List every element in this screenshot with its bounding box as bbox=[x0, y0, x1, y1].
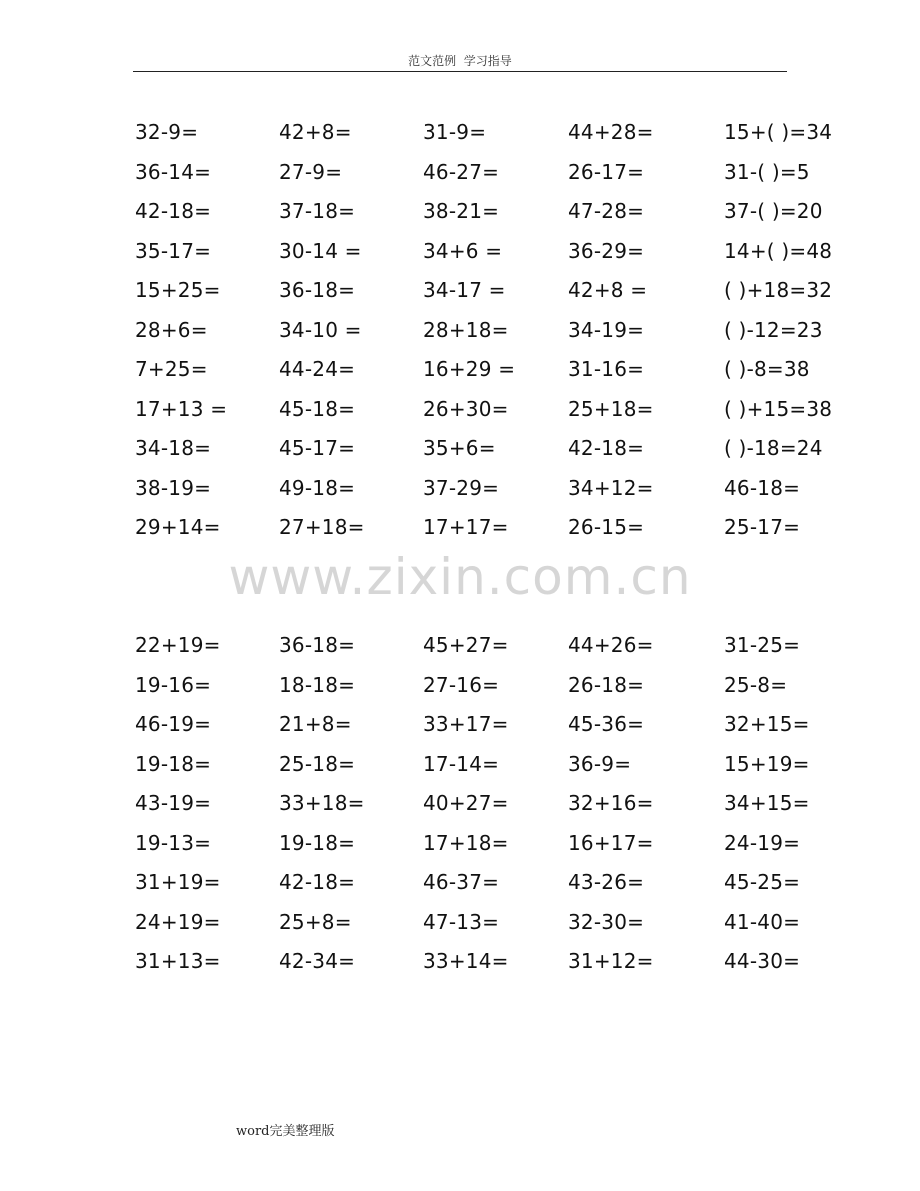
arithmetic-problem: 17+18= bbox=[423, 830, 509, 855]
arithmetic-problem: 24-19= bbox=[724, 830, 801, 855]
arithmetic-problem: 30-14 = bbox=[279, 238, 362, 263]
arithmetic-problem: 47-28= bbox=[568, 199, 645, 223]
arithmetic-problem: 36-18= bbox=[279, 278, 356, 302]
arithmetic-problem: 38-21= bbox=[423, 199, 500, 223]
problem-row bbox=[0, 706, 920, 746]
arithmetic-problem: 32-9= bbox=[135, 120, 199, 144]
arithmetic-problem: 19-16= bbox=[135, 672, 212, 697]
problem-row bbox=[0, 943, 920, 983]
arithmetic-problem: 42+8= bbox=[279, 120, 352, 144]
arithmetic-problem: 17+13 = bbox=[135, 396, 228, 421]
arithmetic-problem: 44-24= bbox=[279, 357, 356, 381]
arithmetic-problem: 14+( )=48 bbox=[724, 238, 833, 263]
problem-row bbox=[0, 430, 920, 470]
arithmetic-problem: 15+( )=34 bbox=[724, 120, 833, 144]
arithmetic-problem: 42-18= bbox=[568, 436, 645, 460]
arithmetic-problem: 42+8 = bbox=[568, 278, 648, 302]
arithmetic-problem: 31-25= bbox=[724, 633, 801, 657]
arithmetic-problem: 40+27= bbox=[423, 791, 509, 815]
problem-row bbox=[0, 391, 920, 431]
problem-row bbox=[0, 233, 920, 273]
arithmetic-problem: 45-18= bbox=[279, 396, 356, 421]
arithmetic-problem: ( )-12=23 bbox=[724, 317, 823, 342]
arithmetic-problem: 27-16= bbox=[423, 672, 500, 697]
arithmetic-problem: 43-19= bbox=[135, 791, 212, 815]
arithmetic-problem: 19-13= bbox=[135, 830, 212, 855]
arithmetic-problem: 31+12= bbox=[568, 949, 654, 973]
arithmetic-problem: 17+17= bbox=[423, 515, 509, 539]
arithmetic-problem: 16+17= bbox=[568, 830, 654, 855]
arithmetic-problem: ( )-18=24 bbox=[724, 436, 823, 460]
arithmetic-problem: 33+17= bbox=[423, 712, 509, 736]
arithmetic-problem: 19-18= bbox=[279, 830, 356, 855]
problem-block-1 bbox=[0, 114, 920, 549]
arithmetic-problem: 46-27= bbox=[423, 159, 500, 184]
page-footer: word完美整理版 bbox=[236, 1124, 335, 1139]
problem-row bbox=[0, 351, 920, 391]
arithmetic-problem: 29+14= bbox=[135, 515, 221, 539]
arithmetic-problem: 45-36= bbox=[568, 712, 645, 736]
arithmetic-problem: 25-8= bbox=[724, 672, 788, 697]
arithmetic-problem: 15+25= bbox=[135, 278, 221, 302]
problem-row bbox=[0, 509, 920, 549]
arithmetic-problem: 37-18= bbox=[279, 199, 356, 223]
arithmetic-problem: 31+19= bbox=[135, 870, 221, 894]
arithmetic-problem: 36-9= bbox=[568, 751, 632, 776]
watermark: www.zixin.com.cn bbox=[228, 548, 692, 606]
arithmetic-problem: 33+14= bbox=[423, 949, 509, 973]
problem-row bbox=[0, 746, 920, 786]
arithmetic-problem: 42-18= bbox=[135, 199, 212, 223]
arithmetic-problem: 36-18= bbox=[279, 633, 356, 657]
arithmetic-problem: 45-25= bbox=[724, 870, 801, 894]
arithmetic-problem: 25-17= bbox=[724, 515, 801, 539]
arithmetic-problem: 36-14= bbox=[135, 159, 212, 184]
arithmetic-problem: 41-40= bbox=[724, 909, 801, 934]
arithmetic-problem: 44+28= bbox=[568, 120, 654, 144]
arithmetic-problem: 25+18= bbox=[568, 396, 654, 421]
arithmetic-problem: 27+18= bbox=[279, 515, 365, 539]
arithmetic-problem: 34+6 = bbox=[423, 238, 503, 263]
arithmetic-problem: 46-37= bbox=[423, 870, 500, 894]
arithmetic-problem: 38-19= bbox=[135, 475, 212, 500]
problem-row bbox=[0, 667, 920, 707]
arithmetic-problem: 28+6= bbox=[135, 317, 208, 342]
arithmetic-problem: 33+18= bbox=[279, 791, 365, 815]
arithmetic-problem: 42-34= bbox=[279, 949, 356, 973]
problem-block-2 bbox=[0, 627, 920, 983]
arithmetic-problem: 46-19= bbox=[135, 712, 212, 736]
arithmetic-problem: 45+27= bbox=[423, 633, 509, 657]
arithmetic-problem: 34-18= bbox=[135, 436, 212, 460]
arithmetic-problem: 19-18= bbox=[135, 751, 212, 776]
arithmetic-problem: 36-29= bbox=[568, 238, 645, 263]
problem-row bbox=[0, 312, 920, 352]
arithmetic-problem: 44+26= bbox=[568, 633, 654, 657]
problem-row bbox=[0, 193, 920, 233]
arithmetic-problem: 46-18= bbox=[724, 475, 801, 500]
arithmetic-problem: ( )+18=32 bbox=[724, 278, 833, 302]
arithmetic-problem: 44-30= bbox=[724, 949, 801, 973]
arithmetic-problem: 37-29= bbox=[423, 475, 500, 500]
arithmetic-problem: 17-14= bbox=[423, 751, 500, 776]
problem-row bbox=[0, 627, 920, 667]
arithmetic-problem: 43-26= bbox=[568, 870, 645, 894]
problem-row bbox=[0, 904, 920, 944]
problem-row bbox=[0, 825, 920, 865]
arithmetic-problem: 35+6= bbox=[423, 436, 496, 460]
arithmetic-problem: 34-17 = bbox=[423, 278, 506, 302]
arithmetic-problem: 7+25= bbox=[135, 357, 208, 381]
arithmetic-problem: 26-17= bbox=[568, 159, 645, 184]
arithmetic-problem: 45-17= bbox=[279, 436, 356, 460]
arithmetic-problem: 15+19= bbox=[724, 751, 810, 776]
arithmetic-problem: 26-15= bbox=[568, 515, 645, 539]
arithmetic-problem: 25+8= bbox=[279, 909, 352, 934]
arithmetic-problem: ( )-8=38 bbox=[724, 357, 810, 381]
arithmetic-problem: 31-9= bbox=[423, 120, 487, 144]
problem-row bbox=[0, 470, 920, 510]
arithmetic-problem: 49-18= bbox=[279, 475, 356, 500]
arithmetic-problem: 32+15= bbox=[724, 712, 810, 736]
arithmetic-problem: 27-9= bbox=[279, 159, 343, 184]
problem-row bbox=[0, 864, 920, 904]
arithmetic-problem: 25-18= bbox=[279, 751, 356, 776]
header-divider bbox=[133, 71, 787, 72]
arithmetic-problem: 34-19= bbox=[568, 317, 645, 342]
problem-row bbox=[0, 785, 920, 825]
arithmetic-problem: 31-( )=5 bbox=[724, 159, 810, 184]
arithmetic-problem: 16+29 = bbox=[423, 357, 516, 381]
arithmetic-problem: 21+8= bbox=[279, 712, 352, 736]
arithmetic-problem: 34+12= bbox=[568, 475, 654, 500]
arithmetic-problem: ( )+15=38 bbox=[724, 396, 833, 421]
arithmetic-problem: 34+15= bbox=[724, 791, 810, 815]
arithmetic-problem: 26+30= bbox=[423, 396, 509, 421]
arithmetic-problem: 18-18= bbox=[279, 672, 356, 697]
arithmetic-problem: 42-18= bbox=[279, 870, 356, 894]
problem-row bbox=[0, 114, 920, 154]
arithmetic-problem: 37-( )=20 bbox=[724, 199, 823, 223]
arithmetic-problem: 35-17= bbox=[135, 238, 212, 263]
arithmetic-problem: 22+19= bbox=[135, 633, 221, 657]
arithmetic-problem: 34-10 = bbox=[279, 317, 362, 342]
arithmetic-problem: 28+18= bbox=[423, 317, 509, 342]
arithmetic-problem: 32-30= bbox=[568, 909, 645, 934]
page-header: 范文范例 学习指导 bbox=[408, 54, 512, 68]
problem-row bbox=[0, 154, 920, 194]
problem-row bbox=[0, 272, 920, 312]
arithmetic-problem: 47-13= bbox=[423, 909, 500, 934]
arithmetic-problem: 24+19= bbox=[135, 909, 221, 934]
arithmetic-problem: 32+16= bbox=[568, 791, 654, 815]
arithmetic-problem: 31+13= bbox=[135, 949, 221, 973]
arithmetic-problem: 26-18= bbox=[568, 672, 645, 697]
arithmetic-problem: 31-16= bbox=[568, 357, 645, 381]
